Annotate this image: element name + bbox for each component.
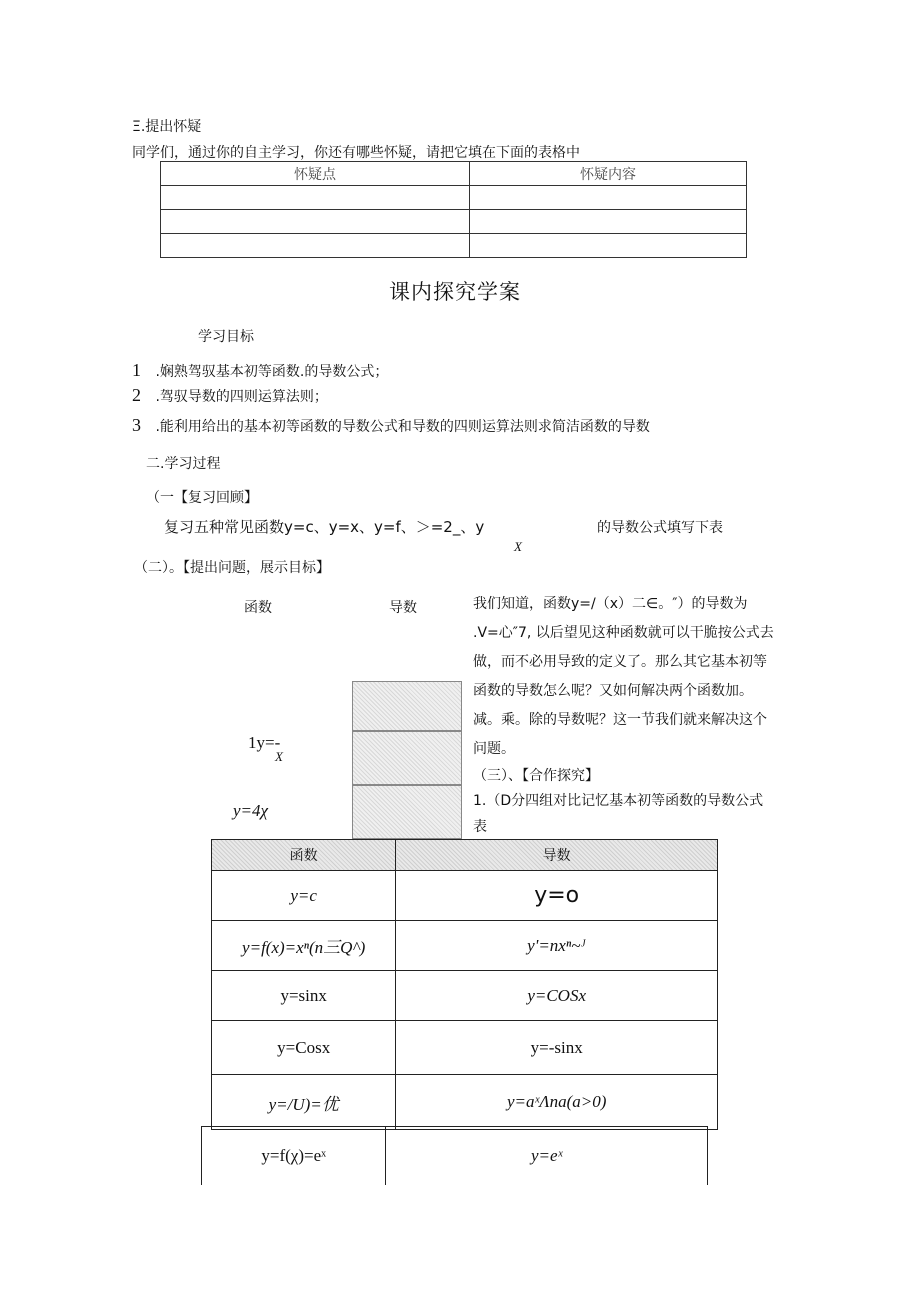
coop-heading: （三）、【合作探究】 bbox=[473, 768, 599, 784]
coop-line: 表 bbox=[473, 819, 487, 835]
objective-text: .能利用给出的基本初等函数的导数公式和导数的四则运算法则求简洁函数的导数 bbox=[155, 419, 650, 435]
paragraph-line: 做，而不必用导致的定义了。那么其它基本初等 bbox=[473, 654, 767, 670]
objective-text: .娴熟驾驭基本初等函数.的导数公式； bbox=[155, 364, 389, 380]
problem-heading: （二）。【提出问题，展示目标】 bbox=[134, 560, 330, 576]
table-cell-function: y=c bbox=[212, 871, 396, 921]
review-text: 复习五种常见函数y=c、y=x、y=f、＞=2_、y bbox=[164, 518, 485, 536]
table-cell-function: y=f(χ)=eˣ bbox=[202, 1127, 386, 1185]
section-heading-doubts: Ξ.提出怀疑 bbox=[132, 119, 202, 135]
objective-item bbox=[132, 415, 650, 436]
derivative-formula-table bbox=[211, 839, 718, 1130]
review-fraction-x: X bbox=[514, 539, 522, 554]
table-cell[interactable] bbox=[161, 234, 470, 258]
col-derivative-label: 导数 bbox=[389, 600, 417, 616]
table-row bbox=[202, 1127, 708, 1185]
table-header-derivative: 导数 bbox=[396, 840, 718, 871]
table-row bbox=[161, 186, 747, 210]
blank-answer-box[interactable] bbox=[352, 785, 462, 839]
table-row bbox=[212, 871, 718, 921]
blank-answer-box[interactable] bbox=[352, 731, 462, 785]
objective-number: 1 bbox=[132, 360, 141, 380]
paragraph-line: .V=心″7, 以后望见这种函数就可以干脆按公式去 bbox=[473, 625, 774, 641]
table-cell-derivative: y'=nxⁿ~ᴶ bbox=[396, 921, 718, 971]
review-tail: 的导数公式填写下表 bbox=[597, 520, 723, 536]
derivative-formula-table-continued bbox=[201, 1126, 708, 1185]
row1-function-denominator: X bbox=[275, 749, 283, 764]
row1-function: 1y=- bbox=[248, 733, 281, 752]
blank-answer-box[interactable] bbox=[352, 681, 462, 731]
table-cell-function: y=sinx bbox=[212, 971, 396, 1021]
objectives-heading: 学习目标 bbox=[198, 329, 254, 345]
col-function-label: 函数 bbox=[244, 600, 272, 616]
coop-line: 1.（D分四组对比记忆基本初等函数的导数公式 bbox=[473, 793, 764, 809]
objective-number: 3 bbox=[132, 415, 141, 435]
table-cell-derivative: y=COSx bbox=[396, 971, 718, 1021]
table-row bbox=[212, 921, 718, 971]
doubts-header-content: 怀疑内容 bbox=[470, 162, 747, 186]
table-cell-function: y=Cosx bbox=[212, 1021, 396, 1075]
paragraph-line: 减。乘。除的导数呢？这一节我们就来解决这个 bbox=[473, 712, 767, 728]
table-row bbox=[212, 971, 718, 1021]
table-cell-function: y=/U)=优 bbox=[212, 1075, 396, 1130]
table-cell[interactable] bbox=[161, 210, 470, 234]
page-title: 课内探究学案 bbox=[389, 280, 521, 304]
table-row bbox=[161, 210, 747, 234]
objective-item bbox=[132, 360, 388, 381]
table-row bbox=[212, 1075, 718, 1130]
table-cell[interactable] bbox=[161, 186, 470, 210]
row2-function: y=4χ bbox=[233, 801, 268, 820]
table-header-row bbox=[212, 840, 718, 871]
intro-paragraph bbox=[473, 590, 793, 764]
table-cell[interactable] bbox=[470, 234, 747, 258]
doubts-instruction: 同学们，通过你的自主学习，你还有哪些怀疑，请把它填在下面的表格中 bbox=[132, 145, 580, 161]
table-cell-derivative: y=aˣΛna(a>0) bbox=[396, 1075, 718, 1130]
paragraph-line: 问题。 bbox=[473, 741, 515, 757]
table-cell[interactable] bbox=[470, 186, 747, 210]
table-row bbox=[161, 234, 747, 258]
review-heading: （一【复习回顾】 bbox=[146, 490, 258, 506]
process-heading: 二.学习过程 bbox=[146, 456, 221, 472]
table-cell-derivative: y=-sinx bbox=[396, 1021, 718, 1075]
objective-item bbox=[132, 385, 328, 406]
objective-number: 2 bbox=[132, 385, 141, 405]
doubts-table bbox=[160, 161, 747, 258]
table-cell-derivative: y=o bbox=[396, 871, 718, 921]
paragraph-line: 函数的导数怎么呢？又如何解决两个函数加。 bbox=[473, 683, 753, 699]
table-header-function: 函数 bbox=[212, 840, 396, 871]
paragraph-line: 我们知道，函数y=/（x）二∈。″）的导数为 bbox=[473, 596, 748, 612]
objective-text: .驾驭导数的四则运算法则； bbox=[155, 389, 328, 405]
table-cell[interactable] bbox=[470, 210, 747, 234]
table-cell-function: y=f(x)=xⁿ(n三Q^) bbox=[212, 921, 396, 971]
doubts-header-point: 怀疑点 bbox=[161, 162, 470, 186]
table-cell-derivative: y=eˣ bbox=[386, 1127, 708, 1185]
table-row bbox=[212, 1021, 718, 1075]
